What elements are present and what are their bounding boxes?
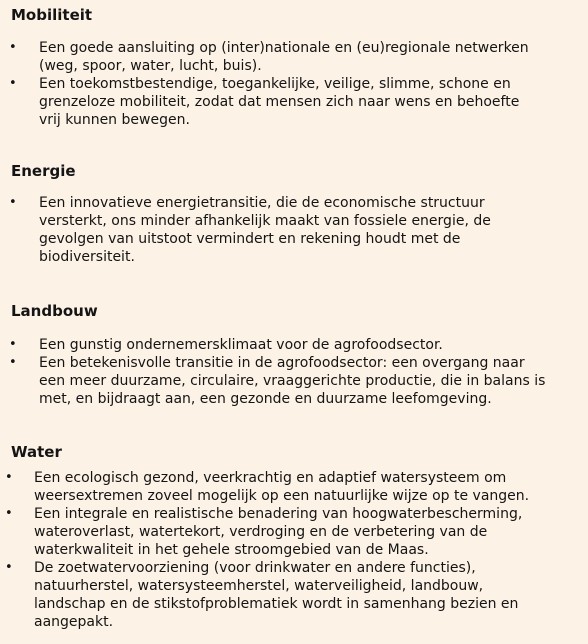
list-item [9, 194, 491, 266]
bullet-text-line: vrij kunnen bewegen. [39, 112, 190, 128]
bullet-icon: • [5, 560, 13, 575]
list-item [5, 469, 530, 505]
bullet-text-line: Een toekomstbestendige, toegankelijke, veilige, slimme, schone en [39, 76, 511, 92]
bullet-icon: • [9, 337, 17, 352]
list-item [9, 75, 529, 129]
bullet-text-line: gevolgen van uitstoot vermindert en rekening houdt met de [39, 231, 461, 247]
bullet-text-line: Een goede aansluiting op (inter)nationale en (eu)regionale netwerken [39, 40, 529, 56]
bullet-list [9, 39, 529, 129]
bullet-text-line: De zoetwatervoorziening (voor drinkwater en andere functies), [34, 560, 476, 576]
bullet-text-line: versterkt, ons minder afhankelijk maakt van fossiele energie, de [39, 213, 491, 229]
bullet-text-line: Een ecologisch gezond, veerkrachtig en adaptief watersysteem om [34, 470, 507, 486]
bullet-text-line: weersextremen zoveel mogelijk op een natuurlijke wijze op te vangen. [34, 488, 530, 504]
bullet-text-line: Een innovatieve energietransitie, die de economische structuur [39, 195, 485, 211]
bullet-text-line: waterkwaliteit in het gehele stroomgebied van de Maas. [34, 542, 429, 558]
bullet-icon: • [9, 76, 17, 91]
bullet-list [5, 469, 530, 631]
bullet-text-line: grenzeloze mobiliteit, zodat dat mensen zich naar wens en behoefte [39, 94, 520, 110]
bullet-list [9, 194, 491, 266]
list-item [9, 354, 546, 408]
bullet-text-line: natuurherstel, watersysteemherstel, waterveiligheid, landbouw, [34, 578, 484, 594]
section-heading: Mobiliteit [11, 6, 93, 24]
bullet-text-line: biodiversiteit. [39, 249, 135, 265]
list-item [5, 559, 529, 631]
section-heading: Energie [11, 162, 76, 180]
bullet-icon: • [9, 40, 17, 55]
bullet-icon: • [5, 506, 13, 521]
bullet-icon: • [9, 195, 17, 210]
bullet-list [9, 336, 546, 408]
bullet-text-line: (weg, spoor, water, lucht, buis). [39, 58, 262, 74]
section-heading: Water [11, 443, 62, 461]
bullet-text-line: Een betekenisvolle transitie in de agrofoodsector: een overgang naar [39, 355, 525, 371]
list-item [5, 505, 529, 559]
list-item [9, 39, 529, 75]
bullet-text-line: een meer duurzame, circulaire, vraaggerichte productie, die in balans is [39, 373, 546, 389]
bullet-icon: • [9, 355, 17, 370]
bullet-text-line: aangepakt. [34, 614, 114, 630]
list-item [9, 336, 545, 354]
bullet-text-line: Een integrale en realistische benadering van hoogwaterbescherming, [34, 506, 523, 522]
bullet-text-line: met, en bijdraagt aan, een gezonde en duurzame leefomgeving. [39, 391, 492, 407]
section-heading: Landbouw [11, 302, 98, 320]
bullet-text-line: landschap en de stikstofproblematiek wordt in samenhang bezien en [34, 596, 519, 612]
bullet-text-line: Een gunstig ondernemersklimaat voor de agrofoodsector. [39, 337, 443, 353]
bullet-icon: • [5, 470, 13, 485]
bullet-text-line: wateroverlast, watertekort, verdroging en de verbetering van de [34, 524, 488, 540]
